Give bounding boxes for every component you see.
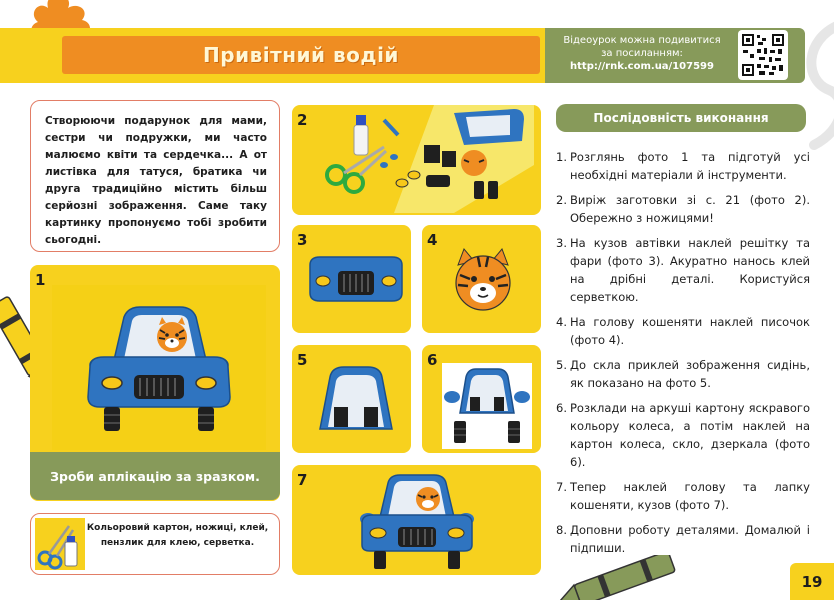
video-line-2: за посиланням: bbox=[601, 48, 683, 59]
finished-car-image bbox=[52, 285, 266, 450]
photo-number-3: 3 bbox=[297, 231, 308, 249]
sequence-title: Послідовність виконання bbox=[593, 111, 769, 125]
photo-4-frame bbox=[422, 225, 541, 333]
sequence-header bbox=[556, 104, 806, 132]
list-item: 6. Розклади на аркуші картону яскравого кольору колеса, а потім наклей на картон колеса, скло, дзеркала (фото 6). bbox=[556, 401, 810, 469]
car-glass-image bbox=[316, 363, 396, 433]
video-line-1: Відеоурок можна подивитися bbox=[563, 35, 721, 46]
assembled-car-image bbox=[352, 471, 482, 571]
car-body-image bbox=[306, 251, 406, 311]
photo-number-2: 2 bbox=[297, 111, 308, 129]
photo-number-6: 6 bbox=[427, 351, 438, 369]
photo-number-5: 5 bbox=[297, 351, 308, 369]
page-number-box bbox=[790, 563, 834, 600]
photo-3-frame bbox=[292, 225, 411, 333]
video-url-link[interactable]: http://rnk.com.ua/107599 bbox=[570, 61, 714, 72]
list-item: 5. До скла приклей зображення сидінь, як показано на фото 5. bbox=[556, 358, 810, 390]
materials-text: Кольоровий картон, ножиці, клей, пензлик для клею, серветка. bbox=[86, 523, 269, 548]
qr-code-icon[interactable] bbox=[738, 30, 788, 80]
photo-2-frame bbox=[292, 105, 541, 215]
photo-7-frame bbox=[292, 465, 541, 575]
tiger-head-image bbox=[448, 245, 518, 315]
intro-box bbox=[30, 100, 280, 252]
list-item: 2. Виріж заготовки зі с. 21 (фото 2). Обережно з ножицями! bbox=[556, 193, 810, 225]
photo-number-1: 1 bbox=[35, 271, 46, 289]
list-item: 7. Тепер наклей голову та лапку кошеняти, кузов (фото 7). bbox=[556, 480, 810, 512]
tools-icon bbox=[35, 518, 85, 570]
cutout-parts-image bbox=[314, 105, 534, 213]
page-number: 19 bbox=[801, 572, 823, 591]
photo-5-frame bbox=[292, 345, 411, 453]
wheels-layout-image bbox=[442, 363, 532, 449]
list-item: 8. Доповни роботу деталями. Домалюй і підпиши. bbox=[556, 523, 810, 555]
list-item: 1. Розглянь фото 1 та підготуй усі необхідні матеріали й інструменти. bbox=[556, 150, 810, 182]
video-link-text bbox=[552, 34, 732, 73]
list-item: 4. На голову кошеняти наклей писочок (фото 4). bbox=[556, 315, 810, 347]
caption-box bbox=[30, 452, 280, 500]
sequence-list bbox=[556, 148, 810, 564]
caption-text: Зроби аплікацію за зразком. bbox=[50, 468, 260, 484]
photo-number-7: 7 bbox=[297, 471, 308, 489]
page-title: Привітний водій bbox=[203, 43, 399, 67]
photo-number-4: 4 bbox=[427, 231, 438, 249]
list-item: 3. На кузов автівки наклей решітку та фари (фото 3). Акуратно нанось клей на дрібні деталі. Користуйся серветкою. bbox=[556, 236, 810, 304]
intro-text: Створюючи подарунок для мами, сестри чи подружки, ми часто малюємо квіти та сердечка... А от листівка для татуся, братика чи друга традиційно містить більш серйозні зображення. Саме таку картинку пропонуємо тобі зробити сьогодні. bbox=[45, 115, 267, 246]
title-banner bbox=[62, 36, 540, 74]
photo-6-frame bbox=[422, 345, 541, 453]
